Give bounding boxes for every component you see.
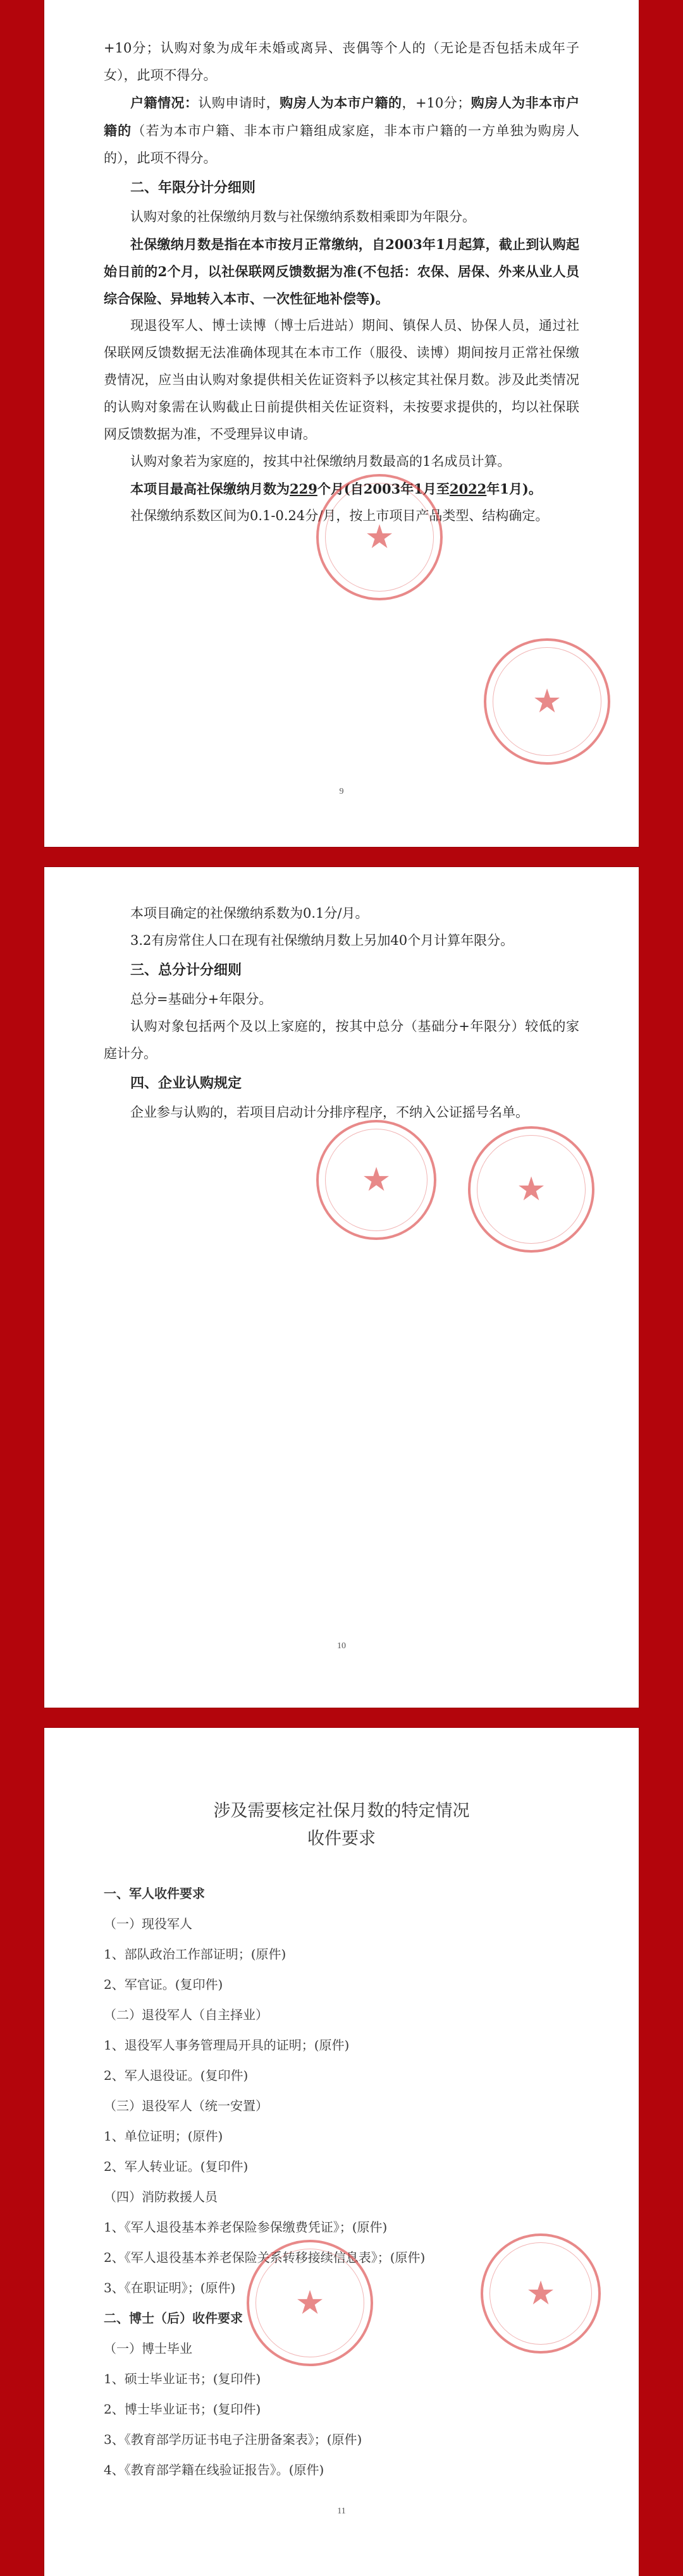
doc-title-line-1: 涉及需要核定社保月数的特定情况 bbox=[213, 1801, 470, 1821]
section-heading: 二、博士（后）收件要求 bbox=[104, 2311, 243, 2326]
bold-text: 购房人为非本市户籍的 bbox=[104, 95, 580, 138]
paragraph-multiple-families: 认购对象包括两个及以上家庭的，按其中总分（基础分+年限分）较低的家庭计分。 bbox=[104, 1019, 579, 1061]
list-item: 2、军人转业证。(复印件) bbox=[104, 2159, 249, 2174]
page-number: 9 bbox=[339, 787, 344, 796]
paragraph-years-definition: 认购对象的社保缴纳月数与社保缴纳系数相乘即为年限分。 bbox=[130, 209, 476, 224]
list-item: 1、部队政治工作部证明；(原件) bbox=[104, 1947, 286, 1962]
paragraph-coefficient: 社保缴纳系数区间为0.1-0.24分/月，按上市项目产品类型、结构确定。 bbox=[130, 508, 549, 523]
section-heading: 一、军人收件要求 bbox=[104, 1886, 205, 1901]
list-item: 1、单位证明；(原件) bbox=[104, 2129, 223, 2144]
paragraph-coefficient-value: 本项目确定的社保缴纳系数为0.1分/月。 bbox=[130, 906, 369, 921]
official-seal: ★ bbox=[316, 1120, 436, 1240]
text: （若为本市户籍、非本市户籍组成家庭，非本市户籍的一方单独为购房人的），此项不得分。 bbox=[104, 123, 580, 166]
list-item: 3、《教育部学历证书电子注册备案表》；(原件) bbox=[104, 2432, 362, 2447]
section-heading-enterprise: 四、企业认购规定 bbox=[130, 1076, 242, 1091]
list-item: 4、《教育部学籍在线验证报告》。(原件) bbox=[104, 2462, 324, 2477]
paragraph-social-security-months: 社保缴纳月数是指在本市按月正常缴纳，自2003年1月起算，截止到认购起始日前的2个月，以社保联网反馈数据为准(不包括：农保、居保、外来从业人员综合保险、异地转入本市、一次性征地补偿等)。 bbox=[104, 236, 579, 307]
paragraph-veterans: 现退役军人、博士读博（博士后进站）期间、镇保人员、协保人员，通过社保联网反馈数据无法准确体现其在本市工作（服役、读博）期间按月正常社保缴费情况，应当由认购对象提供相关佐证资料予以核定其社保月数。涉及此类情况的认购对象需在认购截止日前提供相关佐证资料，未按要求提供的，均以社保联网反馈数据为准，不受理异议申请。 bbox=[104, 318, 579, 442]
underlined-value: 2022 bbox=[449, 481, 487, 497]
text: 个月(自2003年1月至 bbox=[317, 481, 450, 497]
list-item: 1、《军人退役基本养老保险参保缴费凭证》；(原件) bbox=[104, 2220, 388, 2235]
section-heading-total: 三、总分计分细则 bbox=[130, 963, 242, 978]
text: 年1月) bbox=[486, 481, 529, 497]
list-item: （二）退役军人（自主择业） bbox=[104, 2007, 268, 2022]
paragraph-extra-months: 3.2有房常住人口在现有社保缴纳月数上另加40个月计算年限分。 bbox=[130, 933, 514, 948]
text: 认购申请时， bbox=[198, 95, 280, 111]
page-number: 11 bbox=[337, 2506, 346, 2516]
document-page-10 bbox=[44, 867, 639, 1708]
list-item: 3、《在职证明》；(原件) bbox=[104, 2280, 236, 2295]
official-seal: ★ bbox=[484, 638, 610, 765]
list-item: 1、退役军人事务管理局开具的证明；(原件) bbox=[104, 2038, 350, 2053]
text: ，+10分； bbox=[402, 95, 471, 111]
page-number: 10 bbox=[337, 1641, 346, 1651]
requirements-list bbox=[104, 1878, 579, 2485]
section-heading-years: 二、年限分计分细则 bbox=[130, 180, 256, 196]
text: 本项目最高社保缴纳月数为 bbox=[130, 481, 290, 497]
list-item: 2、博士毕业证书；(复印件) bbox=[104, 2402, 261, 2417]
list-item: 1、硕士毕业证书；(复印件) bbox=[104, 2371, 261, 2386]
official-seal: ★ bbox=[316, 474, 443, 600]
list-item: （三）退役军人（统一安置） bbox=[104, 2098, 268, 2113]
doc-title-line-2: 收件要求 bbox=[307, 1829, 376, 1849]
official-seal: ★ bbox=[481, 2233, 601, 2354]
list-item: 2、《军人退役基本养老保险关系转移接续信息表》；(原件) bbox=[104, 2250, 426, 2265]
official-seal: ★ bbox=[468, 1126, 594, 1253]
official-seal: ★ bbox=[247, 2240, 373, 2366]
bold-label: 户籍情况： bbox=[130, 95, 199, 111]
bold-text: 购房人为本市户籍的 bbox=[280, 95, 402, 111]
underlined-value: 229 bbox=[290, 481, 317, 497]
list-item: （一）现役军人 bbox=[104, 1916, 192, 1931]
list-item: 2、军人退役证。(复印件) bbox=[104, 2068, 249, 2083]
paragraph-family: 认购对象若为家庭的，按其中社保缴纳月数最高的1名成员计算。 bbox=[130, 454, 511, 469]
paragraph-total-formula: 总分=基础分+年限分。 bbox=[130, 992, 273, 1007]
paragraph-marriage-score: +10分；认购对象为成年未婚或离异、丧偶等个人的（无论是否包括未成年子女），此项不得分。 bbox=[104, 40, 579, 83]
list-item: （一）博士毕业 bbox=[104, 2341, 192, 2356]
document-page-9 bbox=[44, 0, 639, 847]
document-page-11 bbox=[44, 1728, 639, 2576]
paragraph-enterprise: 企业参与认购的，若项目启动计分排序程序，不纳入公证摇号名单。 bbox=[130, 1105, 529, 1120]
text: 。 bbox=[528, 481, 542, 497]
list-item: 2、军官证。(复印件) bbox=[104, 1977, 223, 1992]
paragraph-household-registration bbox=[104, 89, 579, 172]
list-item: （四）消防救援人员 bbox=[104, 2189, 218, 2204]
